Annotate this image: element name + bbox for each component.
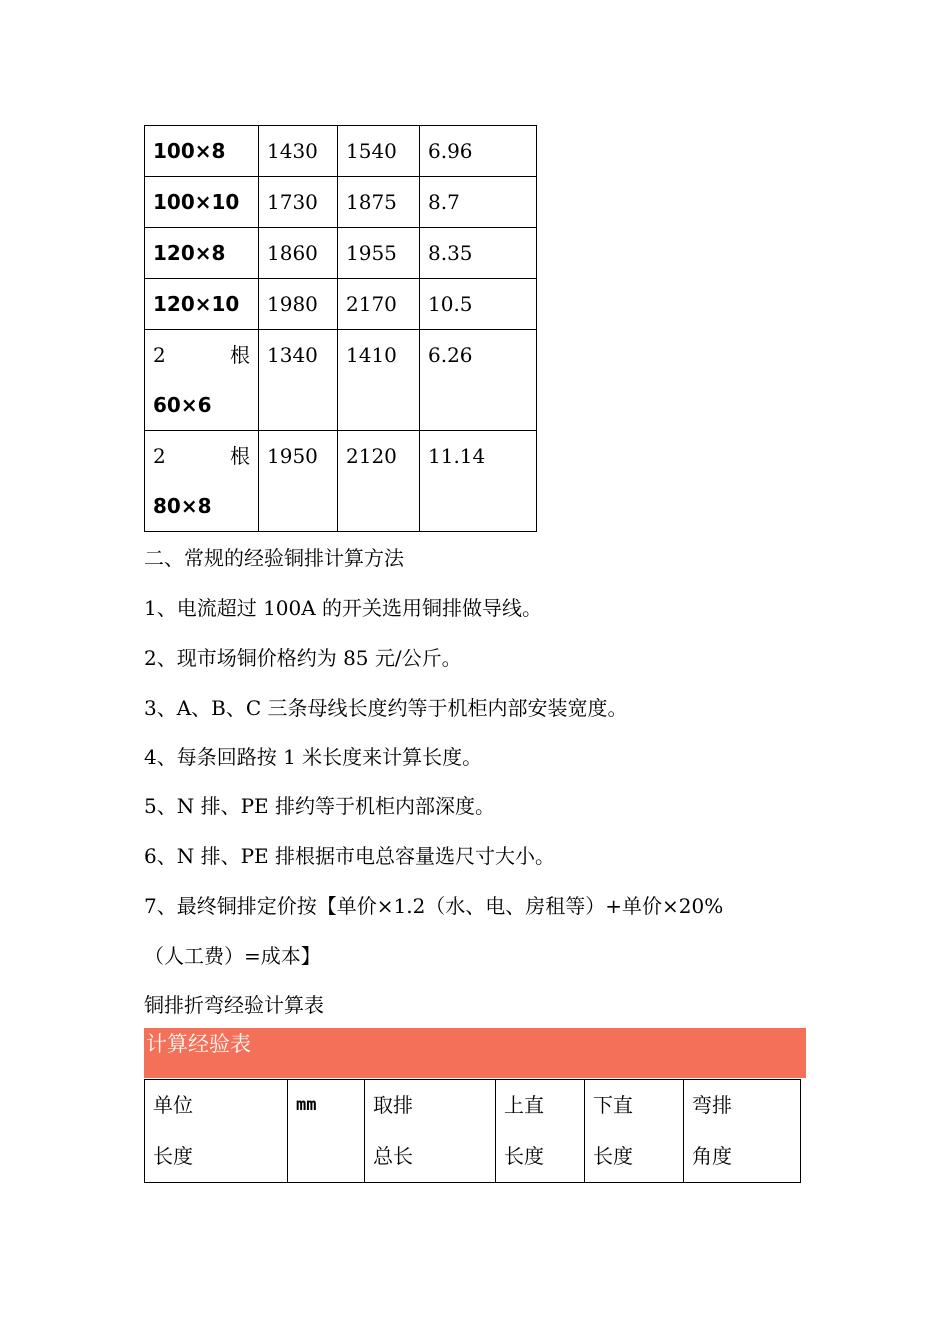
- value-cell: 1980: [259, 279, 338, 330]
- table-row: [145, 330, 537, 431]
- value-cell: 11.14: [420, 431, 537, 532]
- list-item: 4、每条回路按 1 米长度来计算长度。: [144, 745, 483, 769]
- value-cell: 1340: [259, 330, 338, 431]
- value-cell: 1955: [338, 228, 420, 279]
- spec-cell: [145, 431, 259, 532]
- count-line: [153, 330, 250, 380]
- list-item: 7、最终铜排定价按【单价×1.2（水、电、房租等）+单价×20%: [144, 894, 724, 918]
- table-row: [145, 126, 537, 177]
- list-item-continuation: （人工费）=成本】: [144, 944, 321, 968]
- list-item: 5、N 排、PE 排约等于机柜内部深度。: [144, 794, 495, 818]
- bar-spec: 60×6: [153, 393, 212, 417]
- bar-spec: 80×8: [153, 494, 212, 518]
- value-cell: 6.96: [420, 126, 537, 177]
- header-cell: 取排 总长: [365, 1080, 496, 1183]
- table-banner: 计算经验表: [144, 1028, 806, 1078]
- value-cell: 1950: [259, 431, 338, 532]
- value-cell: 1540: [338, 126, 420, 177]
- table-row: [145, 228, 537, 279]
- header-cell: 弯排 角度: [684, 1080, 801, 1183]
- table-row: [145, 431, 537, 532]
- bar-count: 2: [153, 444, 166, 468]
- table-row: [145, 177, 537, 228]
- list-item: 3、A、B、C 三条母线长度约等于机柜内部安装宽度。: [144, 696, 628, 720]
- copper-bar-spec-table: [144, 125, 537, 532]
- count-line: [153, 431, 250, 481]
- spec-cell: 100×8: [145, 126, 259, 177]
- table-caption: 铜排折弯经验计算表: [144, 993, 324, 1017]
- value-cell: 1410: [338, 330, 420, 431]
- spec-cell: 100×10: [145, 177, 259, 228]
- bar-unit: 根: [230, 444, 250, 468]
- bar-unit: 根: [230, 343, 250, 367]
- header-cell: 下直 长度: [585, 1080, 684, 1183]
- value-cell: 1860: [259, 228, 338, 279]
- value-cell: 8.7: [420, 177, 537, 228]
- spec-cell: 120×8: [145, 228, 259, 279]
- spec-cell: [145, 330, 259, 431]
- list-item: 2、现市场铜价格约为 85 元/公斤。: [144, 646, 462, 670]
- value-cell: 8.35: [420, 228, 537, 279]
- header-cell: 单位 长度: [145, 1080, 288, 1183]
- bending-calc-table: [144, 1079, 801, 1183]
- value-cell: 1730: [259, 177, 338, 228]
- value-cell: 2120: [338, 431, 420, 532]
- table-row: [145, 279, 537, 330]
- header-cell: mm: [288, 1080, 365, 1183]
- list-item: 1、电流超过 100A 的开关选用铜排做导线。: [144, 596, 543, 620]
- header-cell: 上直 长度: [496, 1080, 585, 1183]
- bar-count: 2: [153, 343, 166, 367]
- list-item: 6、N 排、PE 排根据市电总容量选尺寸大小。: [144, 844, 555, 868]
- spec-cell: 120×10: [145, 279, 259, 330]
- value-cell: 6.26: [420, 330, 537, 431]
- section-heading: 二、常规的经验铜排计算方法: [144, 546, 404, 570]
- value-cell: 10.5: [420, 279, 537, 330]
- value-cell: 1430: [259, 126, 338, 177]
- value-cell: 1875: [338, 177, 420, 228]
- value-cell: 2170: [338, 279, 420, 330]
- table-header-row: [145, 1080, 801, 1183]
